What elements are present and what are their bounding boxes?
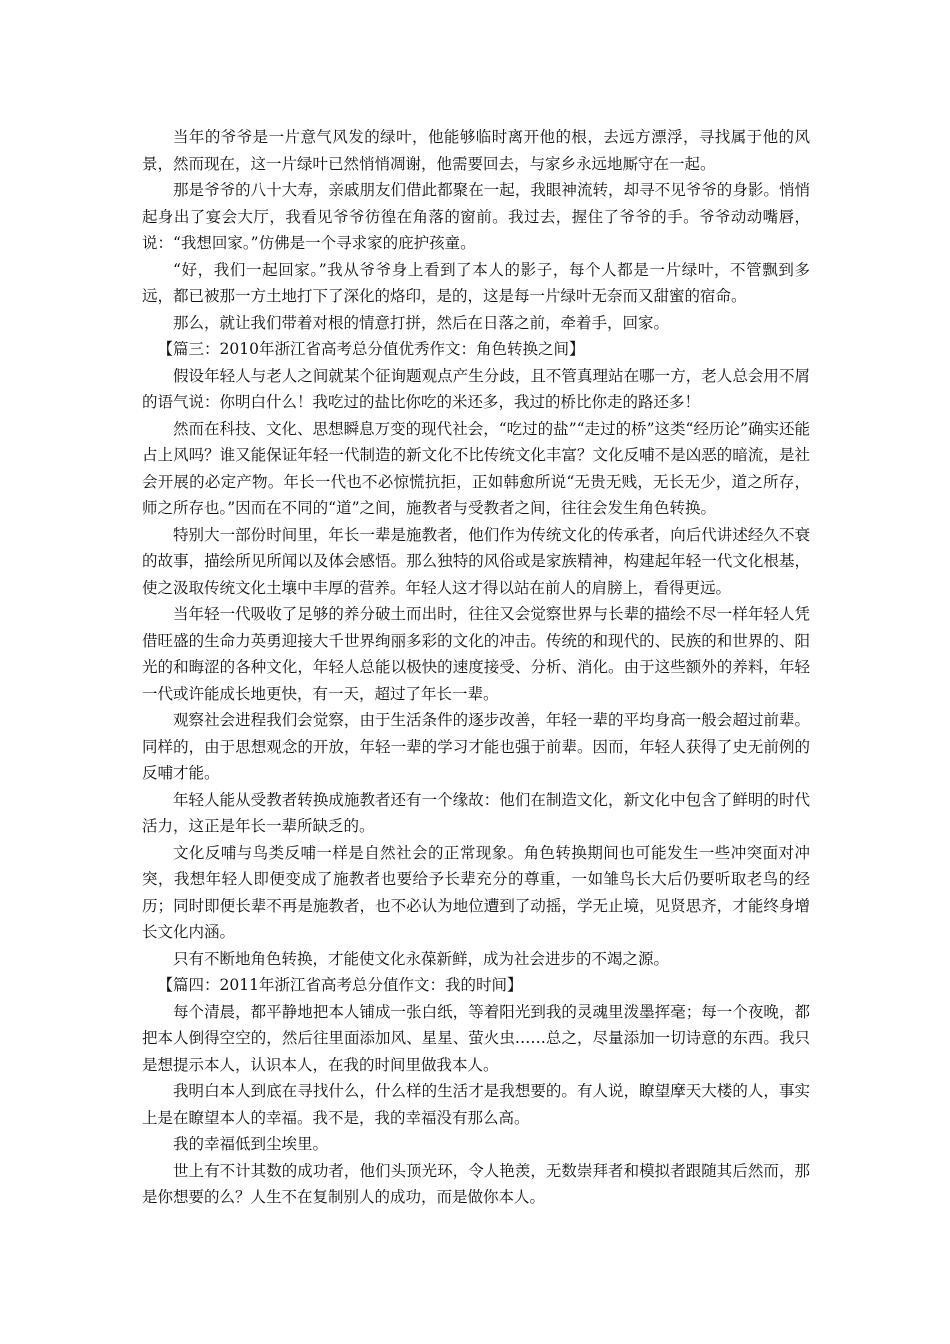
paragraph: “好，我们一起回家。”我从爷爷身上看到了本人的影子，每个人都是一片绿叶，不管飘到多远，都已被那一方土地打下了深化的烙印，是的，这是每一片绿叶无奈而又甜蜜的宿命。 — [142, 260, 810, 305]
paragraph: 当年的爷爷是一片意气风发的绿叶，他能够临时离开他的根，去远方漂浮，寻找属于他的风景，然而现在，这一片绿叶已然悄悄凋谢，他需要回去，与家乡永远地厮守在一起。 — [142, 128, 810, 173]
paragraph: 世上有不计其数的成功者，他们头顶光环，令人艳羡，无数崇拜者和模拟者跟随其后然而，那是你想要的么？人生不在复制别人的成功，而是做你本人。 — [142, 1161, 810, 1206]
paragraph: 特别大一部份时间里，年长一辈是施教者，他们作为传统文化的传承者，向后代讲述经久不衰的故事，描绘所见所闻以及体会感悟。那么独特的风俗或是家族精神，构建起年轻一代文化根基，使之汲取传统文化土壤中丰厚的营养。年轻人这才得以站在前人的肩膀上，看得更远。 — [142, 525, 810, 597]
paragraph: 年轻人能从受教者转换成施教者还有一个缘故：他们在制造文化，新文化中包含了鲜明的时代活力，这正是年长一辈所缺乏的。 — [142, 790, 810, 835]
paragraph: 当年轻一代吸收了足够的养分破土而出时，往往又会觉察世界与长辈的描绘不尽一样年轻人凭借旺盛的生命力英勇迎接大千世界绚丽多彩的文化的冲击。传统的和现代的、民族的和世界的、阳光的和晦涩的各种文化，年轻人总能以极快的速度接受、分析、消化。由于这些额外的养料，年轻一代或许能成长地更快，有一天，超过了年长一辈。 — [142, 605, 810, 703]
document-page — [142, 124, 810, 1211]
paragraph: 只有不断地角色转换，才能使文化永葆新鲜，成为社会进步的不竭之源。 — [173, 949, 670, 968]
paragraph: 每个清晨，都平静地把本人铺成一张白纸，等着阳光到我的灵魂里泼墨挥毫；每一个夜晚，都把本人倒得空空的，然后往里面添加风、星星、萤火虫……总之，尽量添加一切诗意的东西。我只是想提示本人，认识本人，在我的时间里做我本人。 — [142, 1002, 810, 1074]
paragraph: 假设年轻人与老人之间就某个征询题观点产生分歧，且不管真理站在哪一方，老人总会用不屑的语气说：你明白什么！我吃过的盐比你吃的米还多，我过的桥比你走的路还多！ — [142, 366, 810, 411]
section-heading: 【篇三：2010年浙江省高考总分值优秀作文：角色转换之间】 — [157, 340, 585, 358]
section-heading: 【篇四：2011年浙江省高考总分值作文：我的时间】 — [157, 976, 523, 994]
paragraph: 文化反哺与鸟类反哺一样是自然社会的正常现象。角色转换期间也可能发生一些冲突面对冲突，我想年轻人即便变成了施教者也要给予长辈充分的尊重，一如雏鸟长大后仍要听取老鸟的经历；同时即便长辈不再是施教者，也不必认为地位遭到了动摇，学无止境，见贤思齐，才能终身增长文化内涵。 — [142, 843, 810, 941]
paragraph: 我明白本人到底在寻找什么，什么样的生活才是我想要的。有人说，瞭望摩天大楼的人，事实上是在瞭望本人的幸福。我不是，我的幸福没有那么高。 — [142, 1082, 810, 1127]
paragraph: 我的幸福低到尘埃里。 — [173, 1135, 329, 1153]
paragraph: 那么，就让我们带着对根的情意打拼，然后在日落之前，牵着手，回家。 — [173, 313, 670, 332]
paragraph: 那是爷爷的八十大寿，亲戚朋友们借此都聚在一起，我眼神流转，却寻不见爷爷的身影。悄悄起身出了宴会大厅，我看见爷爷彷徨在角落的窗前。我过去，握住了爷爷的手。爷爷动动嘴唇，说：“我想回家。”仿佛是一个寻求家的庇护孩童。 — [142, 181, 810, 252]
paragraph: 观察社会进程我们会觉察，由于生活条件的逐步改善，年轻一辈的平均身高一般会超过前辈。同样的，由于思想观念的开放，年轻一辈的学习才能也强于前辈。因而，年轻人获得了史无前例的反哺才能。 — [142, 711, 810, 782]
paragraph: 然而在科技、文化、思想瞬息万变的现代社会，“吃过的盐”“走过的桥”这类“经历论”确实还能占上风吗？谁又能保证年轻一代制造的新文化不比传统文化丰富？文化反哺不是凶恶的暗流，是社会开展的必定产物。年长一代也不必惊慌抗拒，正如韩愈所说“无贵无贱，无长无少，道之所存，师之所存也。”因而在不同的“道”之间，施教者与受教者之间，往往会发生角色转换。 — [142, 419, 810, 517]
